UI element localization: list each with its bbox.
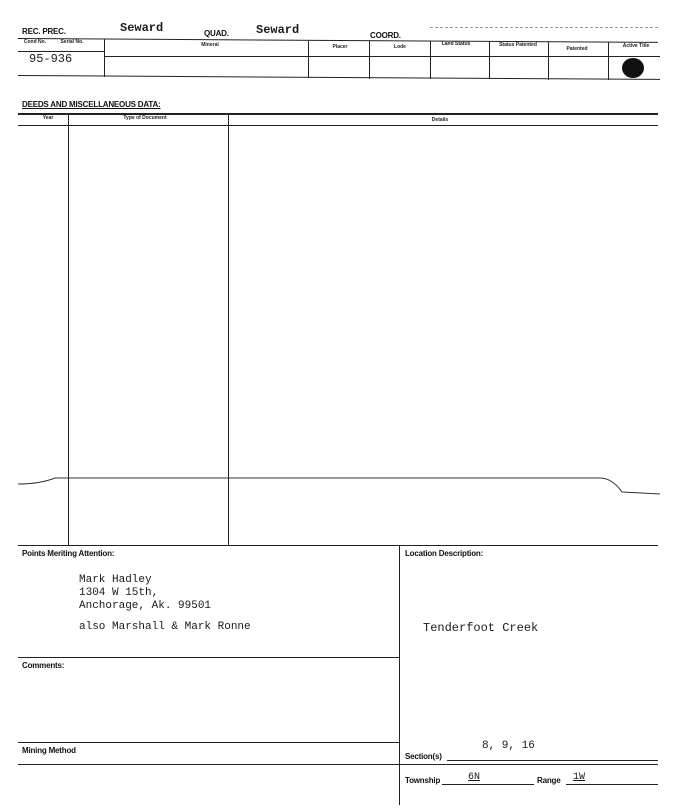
township-value: 6N bbox=[468, 772, 481, 783]
bottom-section-center-divider bbox=[399, 545, 400, 805]
serial-value: 95-936 bbox=[29, 52, 73, 66]
range-label: Range bbox=[537, 776, 561, 785]
points-line-3: Anchorage, Ak. 99501 bbox=[79, 600, 212, 612]
comments-label: Comments: bbox=[22, 661, 65, 670]
status-patented-header: Status Patented bbox=[499, 42, 537, 48]
table-bottom-rule bbox=[18, 75, 660, 81]
header-col-divider-2 bbox=[308, 41, 309, 78]
header-dashed-rule bbox=[430, 27, 658, 28]
active-title-dot bbox=[622, 58, 644, 78]
mining-method-top-rule bbox=[18, 742, 399, 743]
active-title-header: Active Title bbox=[622, 43, 650, 49]
township-underline bbox=[442, 784, 534, 785]
section-label: Section(s) bbox=[405, 752, 442, 761]
type-of-document-column-header: Type of Document bbox=[123, 115, 167, 121]
points-line-1: Mark Hadley bbox=[79, 574, 152, 586]
location-bottom-rule bbox=[399, 764, 658, 765]
deeds-top-rule bbox=[18, 113, 658, 115]
comments-top-rule bbox=[18, 657, 399, 658]
section-value: 8, 9, 16 bbox=[482, 740, 535, 752]
header-col-divider-6 bbox=[548, 42, 549, 80]
quad-label: QUAD. bbox=[204, 29, 229, 38]
header-col-divider-3 bbox=[369, 41, 370, 79]
quad-value: Seward bbox=[256, 23, 300, 37]
patented-header: Patented bbox=[566, 46, 588, 52]
page-fold-crease bbox=[0, 468, 678, 498]
mining-method-bottom-rule bbox=[18, 764, 399, 765]
section-underline bbox=[447, 760, 658, 761]
mineral-header: Mineral bbox=[201, 42, 219, 48]
cond-no-header: Cond No. bbox=[23, 39, 47, 45]
header-col-divider-7 bbox=[608, 42, 609, 80]
points-meriting-attention-label: Points Meriting Attention: bbox=[22, 549, 115, 558]
location-description-value: Tenderfoot Creek bbox=[423, 621, 539, 635]
land-status-header: Land Status bbox=[441, 41, 471, 47]
lode-header: Lode bbox=[394, 44, 406, 50]
deeds-title: DEEDS AND MISCELLANEOUS DATA: bbox=[22, 100, 161, 109]
points-line-2: 1304 W 15th, bbox=[79, 587, 159, 599]
location-description-label: Location Description: bbox=[405, 549, 484, 558]
deeds-header-rule bbox=[18, 125, 658, 126]
placer-header: Placer bbox=[332, 44, 348, 50]
serial-no-header: Serial No. bbox=[60, 39, 84, 45]
header-row-rule bbox=[104, 56, 660, 57]
range-underline bbox=[566, 784, 658, 785]
rec-prec-value: Seward bbox=[120, 21, 164, 35]
rec-prec-label: REC. PREC. bbox=[22, 27, 66, 36]
bottom-section-top-rule bbox=[18, 545, 658, 546]
range-value: 1W bbox=[573, 772, 586, 783]
mining-method-label: Mining Method bbox=[22, 746, 76, 755]
coord-label: COORD. bbox=[370, 31, 401, 40]
township-label: Township bbox=[405, 776, 441, 785]
header-col-divider-4 bbox=[430, 41, 431, 79]
year-column-header: Year bbox=[42, 115, 54, 121]
header-col-divider-5 bbox=[489, 41, 490, 79]
details-column-header: Details bbox=[431, 117, 449, 123]
header-col-divider-1 bbox=[104, 39, 105, 77]
points-line-4: also Marshall & Mark Ronne bbox=[79, 621, 251, 633]
